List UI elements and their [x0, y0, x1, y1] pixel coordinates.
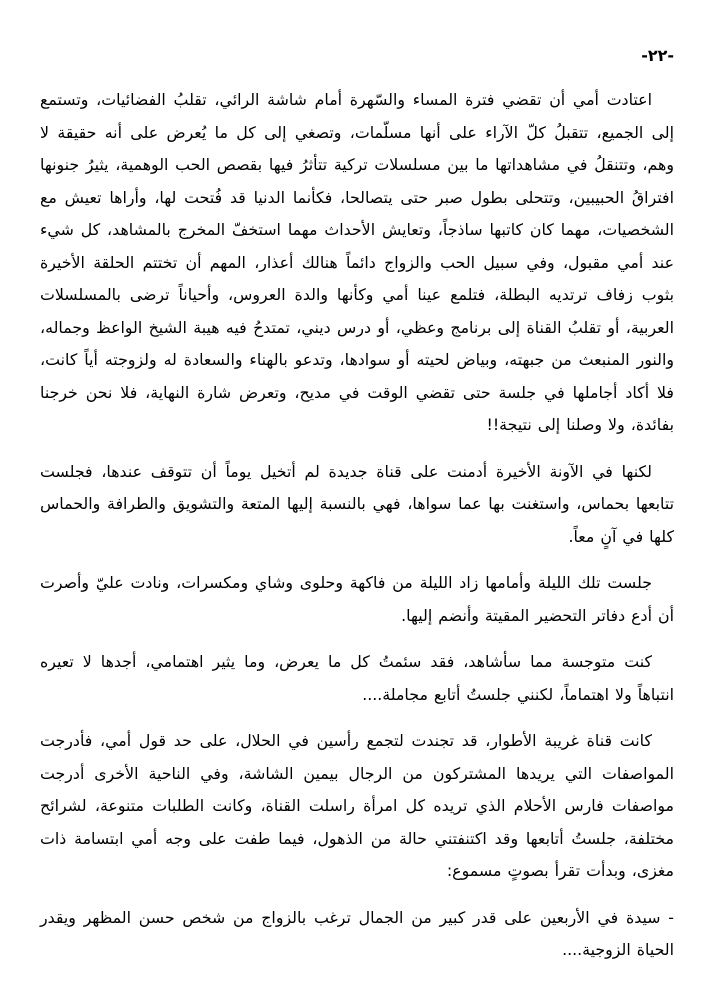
paragraph-6: - سيدة في الأربعين على قدر كبير من الجمال ترغب بالزواج من شخص حسن المظهر ويقدر الحياة الزوجية....	[40, 907, 674, 959]
page-number: -٢٢-	[641, 46, 674, 65]
paragraph-3: جلست تلك الليلة وأمامها زاد الليلة من فاكهة وحلوى وشاي ومكسرات، ونادت عليّ وأصرت أن أدع دفاتر التحضير المقيتة وأنضم إليها.	[40, 573, 674, 625]
paragraph-2: لكنها في الآونة الأخيرة أدمنت على قناة جديدة لم أتخيل يوماً أن تتوقف عندها، فجلست تتابعها بحماس، واستغنت بها عما سواها، فهي بالنسبة إليها المتعة والتشويق والطرافة والحماس كلها في آنٍ معاً.	[40, 461, 674, 546]
paragraph-1: اعتادت أمي أن تقضي فترة المساء والسّهرة أمام شاشة الرائي، تقلبُ الفضائيات، وتستمع إلى الجميع، تتقبلُ كلّ الآراء على أنها مسلّمات، وتصغي إلى كل ما يُعرض على أنه حقيقة لا وهم، وتتنقلُ في مشاهداتها ما بين مسلسلات تركية تتأثرُ فيها بقصص الحب الوهمية، يثيرُ جنونها افتراقُ الحبيبين، وتتحلى بطول صبر حتى يتصالحا، فكأنما الدنيا قد فُتحت لها، وأراها تعيش مع الشخصيات، مهما كان كاتبها ساذجاً، وتعايش الأحداث مهما استخفّ المخرج بالمشاهد، كل شيء عند أمي مقبول، وفي سبيل الحب والزواج دائماً هنالك أعذار، المهم أن تختتم الحلقة الأخيرة بثوب زفاف ترتديه البطلة، فتلمع عينا أمي وكأنها والدة العروس، وأحياناً ترضى بالمسلسلات العربية، أو تقلبُ القناة إلى برنامج وعظي، أو درس ديني، تمتدحُ فيه هيبة الشيخ الواعظ وجماله، والنور المنبعث من جبهته، وبياض لحيته أو سوادها، وتدعو بالهناء والسعادة له ولزوجته أياً كانت، فلا أكاد أجاملها في جلسة حتى تقضي الوقت في مديح، وتعرض شارة النهاية، فلا نحن خرجنا بفائدة، ولا وصلنا إلى نتيجة!!	[40, 90, 674, 434]
body-text	[40, 84, 674, 967]
paragraph-5: كانت قناة غريبة الأطوار، قد تجندت لتجمع رأسين في الحلال، على حد قول أمي، فأدرجت المواصفات التي يريدها المشتركون من الرجال بيمين الشاشة، وفي الناحية الأخرى أدرجت مواصفات فارس الأحلام الذي تريده كل امرأة راسلت القناة، وكانت الطلبات متنوعة، لشرائح مختلفة، جلستُ أتابعها وقد اكتنفتني حالة من الذهول، فيما طفت على وجه أمي ابتسامة ذات مغزى، وبدأت تقرأ بصوتٍ مسموع:	[40, 731, 674, 880]
document-page	[40, 48, 674, 981]
paragraph-4: كنت متوجسة مما سأشاهد، فقد سئمتُ كل ما يعرض، وما يثير اهتمامي، أجدها لا تعيره انتباهاً ولا اهتماماً، لكنني جلستُ أتابع مجاملة....	[40, 652, 674, 704]
